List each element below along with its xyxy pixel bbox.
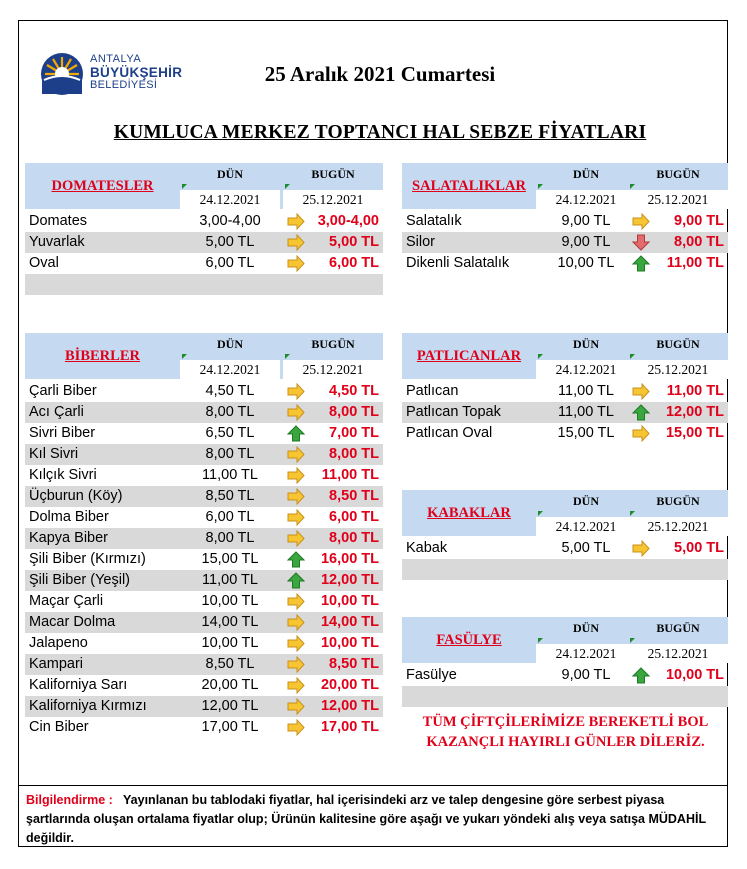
column-day-label: BUGÜN	[656, 337, 700, 351]
current-price: 5,00 TL	[674, 540, 724, 556]
page-subtitle: KUMLUCA MERKEZ TOPTANCI HAL SEBZE FİYATLARI	[113, 122, 647, 143]
product-name: Silor	[406, 234, 436, 250]
previous-price: 6,00 TL	[205, 255, 255, 271]
trend-right-arrow-icon	[287, 614, 305, 631]
previous-price: 11,00 TL	[202, 572, 258, 588]
column-date: 25.12.2021	[628, 360, 728, 379]
price-row	[25, 696, 383, 717]
product-name: Kampari	[29, 656, 83, 672]
section-title-patlicanlar: PATLICANLAR	[416, 348, 522, 364]
product-name: Sivri Biber	[29, 425, 96, 441]
trend-right-arrow-icon	[287, 488, 305, 505]
product-name: Domates	[29, 213, 88, 229]
current-price: 5,00 TL	[329, 234, 379, 250]
trend-right-arrow-icon	[632, 213, 650, 230]
column-date: 24.12.2021	[536, 517, 636, 536]
price-row	[25, 570, 383, 591]
column-date: 24.12.2021	[536, 644, 636, 663]
previous-price: 15,00 TL	[557, 425, 615, 441]
price-row	[402, 232, 728, 253]
previous-price: 5,00 TL	[561, 540, 611, 556]
trend-up-arrow-icon	[632, 255, 650, 272]
cell-marker-icon	[630, 184, 635, 189]
product-name: Çarli Biber	[29, 383, 97, 399]
product-name: Kılçık Sivri	[29, 467, 97, 483]
info-label: Bilgilendirme :	[26, 793, 113, 807]
price-row	[25, 549, 383, 570]
previous-price: 9,00 TL	[561, 667, 611, 683]
product-name: Salatalık	[406, 213, 462, 229]
column-header-cur	[283, 163, 383, 209]
product-name: Şili Biber (Kırmızı)	[29, 551, 146, 567]
column-day-label: BUGÜN	[656, 621, 700, 635]
info-text: Yayınlanan bu tablodaki fiyatlar, hal içerisindeki arz ve talep dengesine göre serbest piyasa şartlarında oluşan ortalama fiyatlar olup; Ürünün kalitesine göre aşağı ve yukarı yöndeki alış veya satışa MÜDAHİL değildir.	[26, 793, 706, 845]
product-name: Macar Dolma	[29, 614, 116, 630]
current-price: 20,00 TL	[320, 677, 379, 693]
product-name: Kaliforniya Sarı	[29, 677, 128, 693]
cell-marker-icon	[630, 638, 635, 643]
column-date: 25.12.2021	[283, 360, 383, 379]
current-price: 16,00 TL	[320, 551, 379, 567]
column-header-prev	[180, 163, 280, 209]
column-date: 25.12.2021	[628, 517, 728, 536]
trend-right-arrow-icon	[287, 719, 305, 736]
cell-marker-icon	[285, 354, 290, 359]
info-note	[18, 785, 728, 847]
price-row	[25, 232, 383, 253]
price-row	[25, 507, 383, 528]
column-day-label: BUGÜN	[311, 337, 355, 351]
trend-right-arrow-icon	[287, 635, 305, 652]
column-date: 25.12.2021	[283, 190, 383, 209]
product-name: Kaliforniya Kırmızı	[29, 698, 147, 714]
current-price: 7,00 TL	[329, 425, 379, 441]
section-header-salataliklar	[402, 163, 728, 209]
current-price: 11,00 TL	[666, 255, 724, 271]
current-price: 8,50 TL	[329, 656, 379, 672]
column-header-prev	[536, 163, 636, 209]
column-day-label: DÜN	[573, 621, 599, 635]
current-price: 3,00-4,00	[317, 213, 379, 229]
product-name: Acı Çarli	[29, 404, 84, 420]
trend-right-arrow-icon	[287, 509, 305, 526]
trend-right-arrow-icon	[287, 698, 305, 715]
price-row	[25, 211, 383, 232]
product-name: Patlıcan Topak	[406, 404, 501, 420]
column-date: 24.12.2021	[536, 190, 636, 209]
trend-right-arrow-icon	[287, 677, 305, 694]
current-price: 10,00 TL	[320, 593, 379, 609]
column-date: 24.12.2021	[536, 360, 636, 379]
previous-price: 8,50 TL	[205, 656, 255, 672]
section-header-kabaklar	[402, 490, 728, 536]
previous-price: 4,50 TL	[205, 383, 255, 399]
previous-price: 11,00 TL	[558, 383, 614, 399]
price-row	[402, 253, 728, 274]
column-day-label: DÜN	[217, 337, 243, 351]
current-price: 12,00 TL	[320, 698, 379, 714]
trend-up-arrow-icon	[287, 551, 305, 568]
trend-down-arrow-icon	[632, 234, 650, 251]
product-name: Kıl Sivri	[29, 446, 79, 462]
empty-row	[25, 274, 383, 295]
trend-right-arrow-icon	[632, 383, 650, 400]
trend-right-arrow-icon	[287, 593, 305, 610]
product-name: Fasülye	[406, 667, 457, 683]
column-header-cur	[628, 163, 728, 209]
previous-price: 17,00 TL	[201, 719, 259, 735]
previous-price: 5,00 TL	[205, 234, 255, 250]
cell-marker-icon	[630, 354, 635, 359]
previous-price: 12,00 TL	[201, 698, 259, 714]
price-row	[25, 486, 383, 507]
column-day-label: BUGÜN	[656, 494, 700, 508]
previous-price: 14,00 TL	[201, 614, 259, 630]
column-date: 25.12.2021	[628, 190, 728, 209]
column-header-prev	[536, 333, 636, 379]
cell-marker-icon	[538, 638, 543, 643]
product-name: Üçburun (Köy)	[29, 488, 123, 504]
cell-marker-icon	[538, 511, 543, 516]
trend-right-arrow-icon	[287, 234, 305, 251]
previous-price: 10,00 TL	[201, 593, 259, 609]
previous-price: 6,00 TL	[205, 509, 255, 525]
section-title-biberler: BİBERLER	[65, 348, 140, 364]
column-day-label: DÜN	[217, 167, 243, 181]
current-price: 6,00 TL	[329, 509, 379, 525]
product-name: Maçar Çarli	[29, 593, 104, 609]
section-title-salataliklar: SALATALIKLAR	[412, 178, 526, 194]
trend-right-arrow-icon	[287, 213, 305, 230]
previous-price: 8,50 TL	[205, 488, 255, 504]
trend-right-arrow-icon	[287, 530, 305, 547]
column-day-label: DÜN	[573, 167, 599, 181]
price-row	[25, 423, 383, 444]
product-name: Dikenli Salatalık	[406, 255, 510, 271]
column-header-prev	[180, 333, 280, 379]
price-row	[25, 675, 383, 696]
empty-row	[402, 559, 728, 580]
logo-wordmark	[90, 53, 182, 92]
current-price: 6,00 TL	[329, 255, 379, 271]
previous-price: 10,00 TL	[557, 255, 615, 271]
current-price: 11,00 TL	[321, 467, 379, 483]
price-row	[25, 465, 383, 486]
previous-price: 9,00 TL	[561, 234, 611, 250]
price-row	[402, 423, 728, 444]
municipality-logo	[40, 52, 190, 96]
trend-right-arrow-icon	[287, 467, 305, 484]
column-day-label: DÜN	[573, 337, 599, 351]
price-row	[25, 528, 383, 549]
logo-emblem-icon	[40, 52, 84, 96]
logo-line-1: ANTALYA	[90, 53, 142, 65]
current-price: 8,00 TL	[329, 446, 379, 462]
trend-right-arrow-icon	[287, 383, 305, 400]
section-header-patlicanlar	[402, 333, 728, 379]
price-row	[25, 633, 383, 654]
column-header-cur	[628, 333, 728, 379]
current-price: 9,00 TL	[674, 213, 724, 229]
logo-line-2: BÜYÜKŞEHİR	[90, 65, 183, 80]
previous-price: 6,50 TL	[205, 425, 255, 441]
price-row	[25, 612, 383, 633]
trend-up-arrow-icon	[287, 572, 305, 589]
trend-right-arrow-icon	[287, 404, 305, 421]
product-name: Kabak	[406, 540, 448, 556]
previous-price: 9,00 TL	[561, 213, 611, 229]
current-price: 14,00 TL	[320, 614, 379, 630]
previous-price: 8,00 TL	[205, 530, 255, 546]
previous-price: 20,00 TL	[201, 677, 259, 693]
empty-row	[402, 686, 728, 707]
cell-marker-icon	[285, 184, 290, 189]
trend-right-arrow-icon	[632, 540, 650, 557]
price-row	[402, 381, 728, 402]
product-name: Cin Biber	[29, 719, 89, 735]
cell-marker-icon	[538, 184, 543, 189]
previous-price: 8,00 TL	[205, 404, 255, 420]
price-row	[402, 211, 728, 232]
current-price: 17,00 TL	[320, 719, 379, 735]
price-row	[25, 591, 383, 612]
trend-up-arrow-icon	[632, 404, 650, 421]
current-price: 8,50 TL	[329, 488, 379, 504]
price-row	[25, 654, 383, 675]
current-price: 8,00 TL	[329, 404, 379, 420]
section-title-kabaklar: KABAKLAR	[427, 505, 511, 521]
section-title-domatesler: DOMATESLER	[51, 178, 154, 194]
current-price: 8,00 TL	[674, 234, 724, 250]
greeting-message: TÜM ÇİFTÇİLERİMİZE BEREKETLİ BOL KAZANÇLI HAYIRLI GÜNLER DİLERİZ.	[422, 714, 709, 750]
logo-line-3: BELEDİYESİ	[90, 79, 158, 91]
cell-marker-icon	[182, 184, 187, 189]
product-name: Şili Biber (Yeşil)	[29, 572, 130, 588]
product-name: Patlıcan	[406, 383, 459, 399]
column-header-cur	[283, 333, 383, 379]
trend-right-arrow-icon	[632, 425, 650, 442]
price-row	[402, 538, 728, 559]
price-row	[25, 381, 383, 402]
product-name: Yuvarlak	[29, 234, 85, 250]
product-name: Jalapeno	[29, 635, 88, 651]
section-header-biberler	[25, 333, 383, 379]
current-price: 10,00 TL	[320, 635, 379, 651]
product-name: Kapya Biber	[29, 530, 108, 546]
price-row	[25, 717, 383, 738]
cell-marker-icon	[630, 511, 635, 516]
previous-price: 8,00 TL	[205, 446, 255, 462]
column-date: 24.12.2021	[180, 190, 280, 209]
section-header-domatesler	[25, 163, 383, 209]
previous-price: 10,00 TL	[201, 635, 259, 651]
trend-right-arrow-icon	[287, 255, 305, 272]
column-day-label: DÜN	[573, 494, 599, 508]
current-price: 11,00 TL	[666, 383, 724, 399]
column-header-cur	[628, 490, 728, 536]
cell-marker-icon	[182, 354, 187, 359]
previous-price: 11,00 TL	[558, 404, 614, 420]
column-day-label: BUGÜN	[656, 167, 700, 181]
trend-up-arrow-icon	[632, 667, 650, 684]
trend-right-arrow-icon	[287, 656, 305, 673]
product-name: Patlıcan Oval	[406, 425, 493, 441]
previous-price: 15,00 TL	[201, 551, 259, 567]
product-name: Dolma Biber	[29, 509, 109, 525]
section-header-fasulye	[402, 617, 728, 663]
current-price: 8,00 TL	[329, 530, 379, 546]
cell-marker-icon	[538, 354, 543, 359]
current-price: 4,50 TL	[329, 383, 379, 399]
current-price: 12,00 TL	[665, 404, 724, 420]
current-price: 10,00 TL	[665, 667, 724, 683]
column-day-label: BUGÜN	[311, 167, 355, 181]
price-row	[402, 665, 728, 686]
product-name: Oval	[29, 255, 59, 271]
current-price: 15,00 TL	[665, 425, 724, 441]
trend-up-arrow-icon	[287, 425, 305, 442]
price-row	[25, 253, 383, 274]
previous-price: 3,00-4,00	[199, 213, 261, 229]
previous-price: 11,00 TL	[202, 467, 258, 483]
price-row	[402, 402, 728, 423]
column-date: 24.12.2021	[180, 360, 280, 379]
price-row	[25, 444, 383, 465]
section-title-fasulye: FASÜLYE	[436, 632, 502, 648]
column-header-prev	[536, 617, 636, 663]
column-date: 25.12.2021	[628, 644, 728, 663]
price-row	[25, 402, 383, 423]
column-header-prev	[536, 490, 636, 536]
current-price: 12,00 TL	[320, 572, 379, 588]
trend-right-arrow-icon	[287, 446, 305, 463]
page-title: 25 Aralık 2021 Cumartesi	[264, 62, 496, 86]
column-header-cur	[628, 617, 728, 663]
